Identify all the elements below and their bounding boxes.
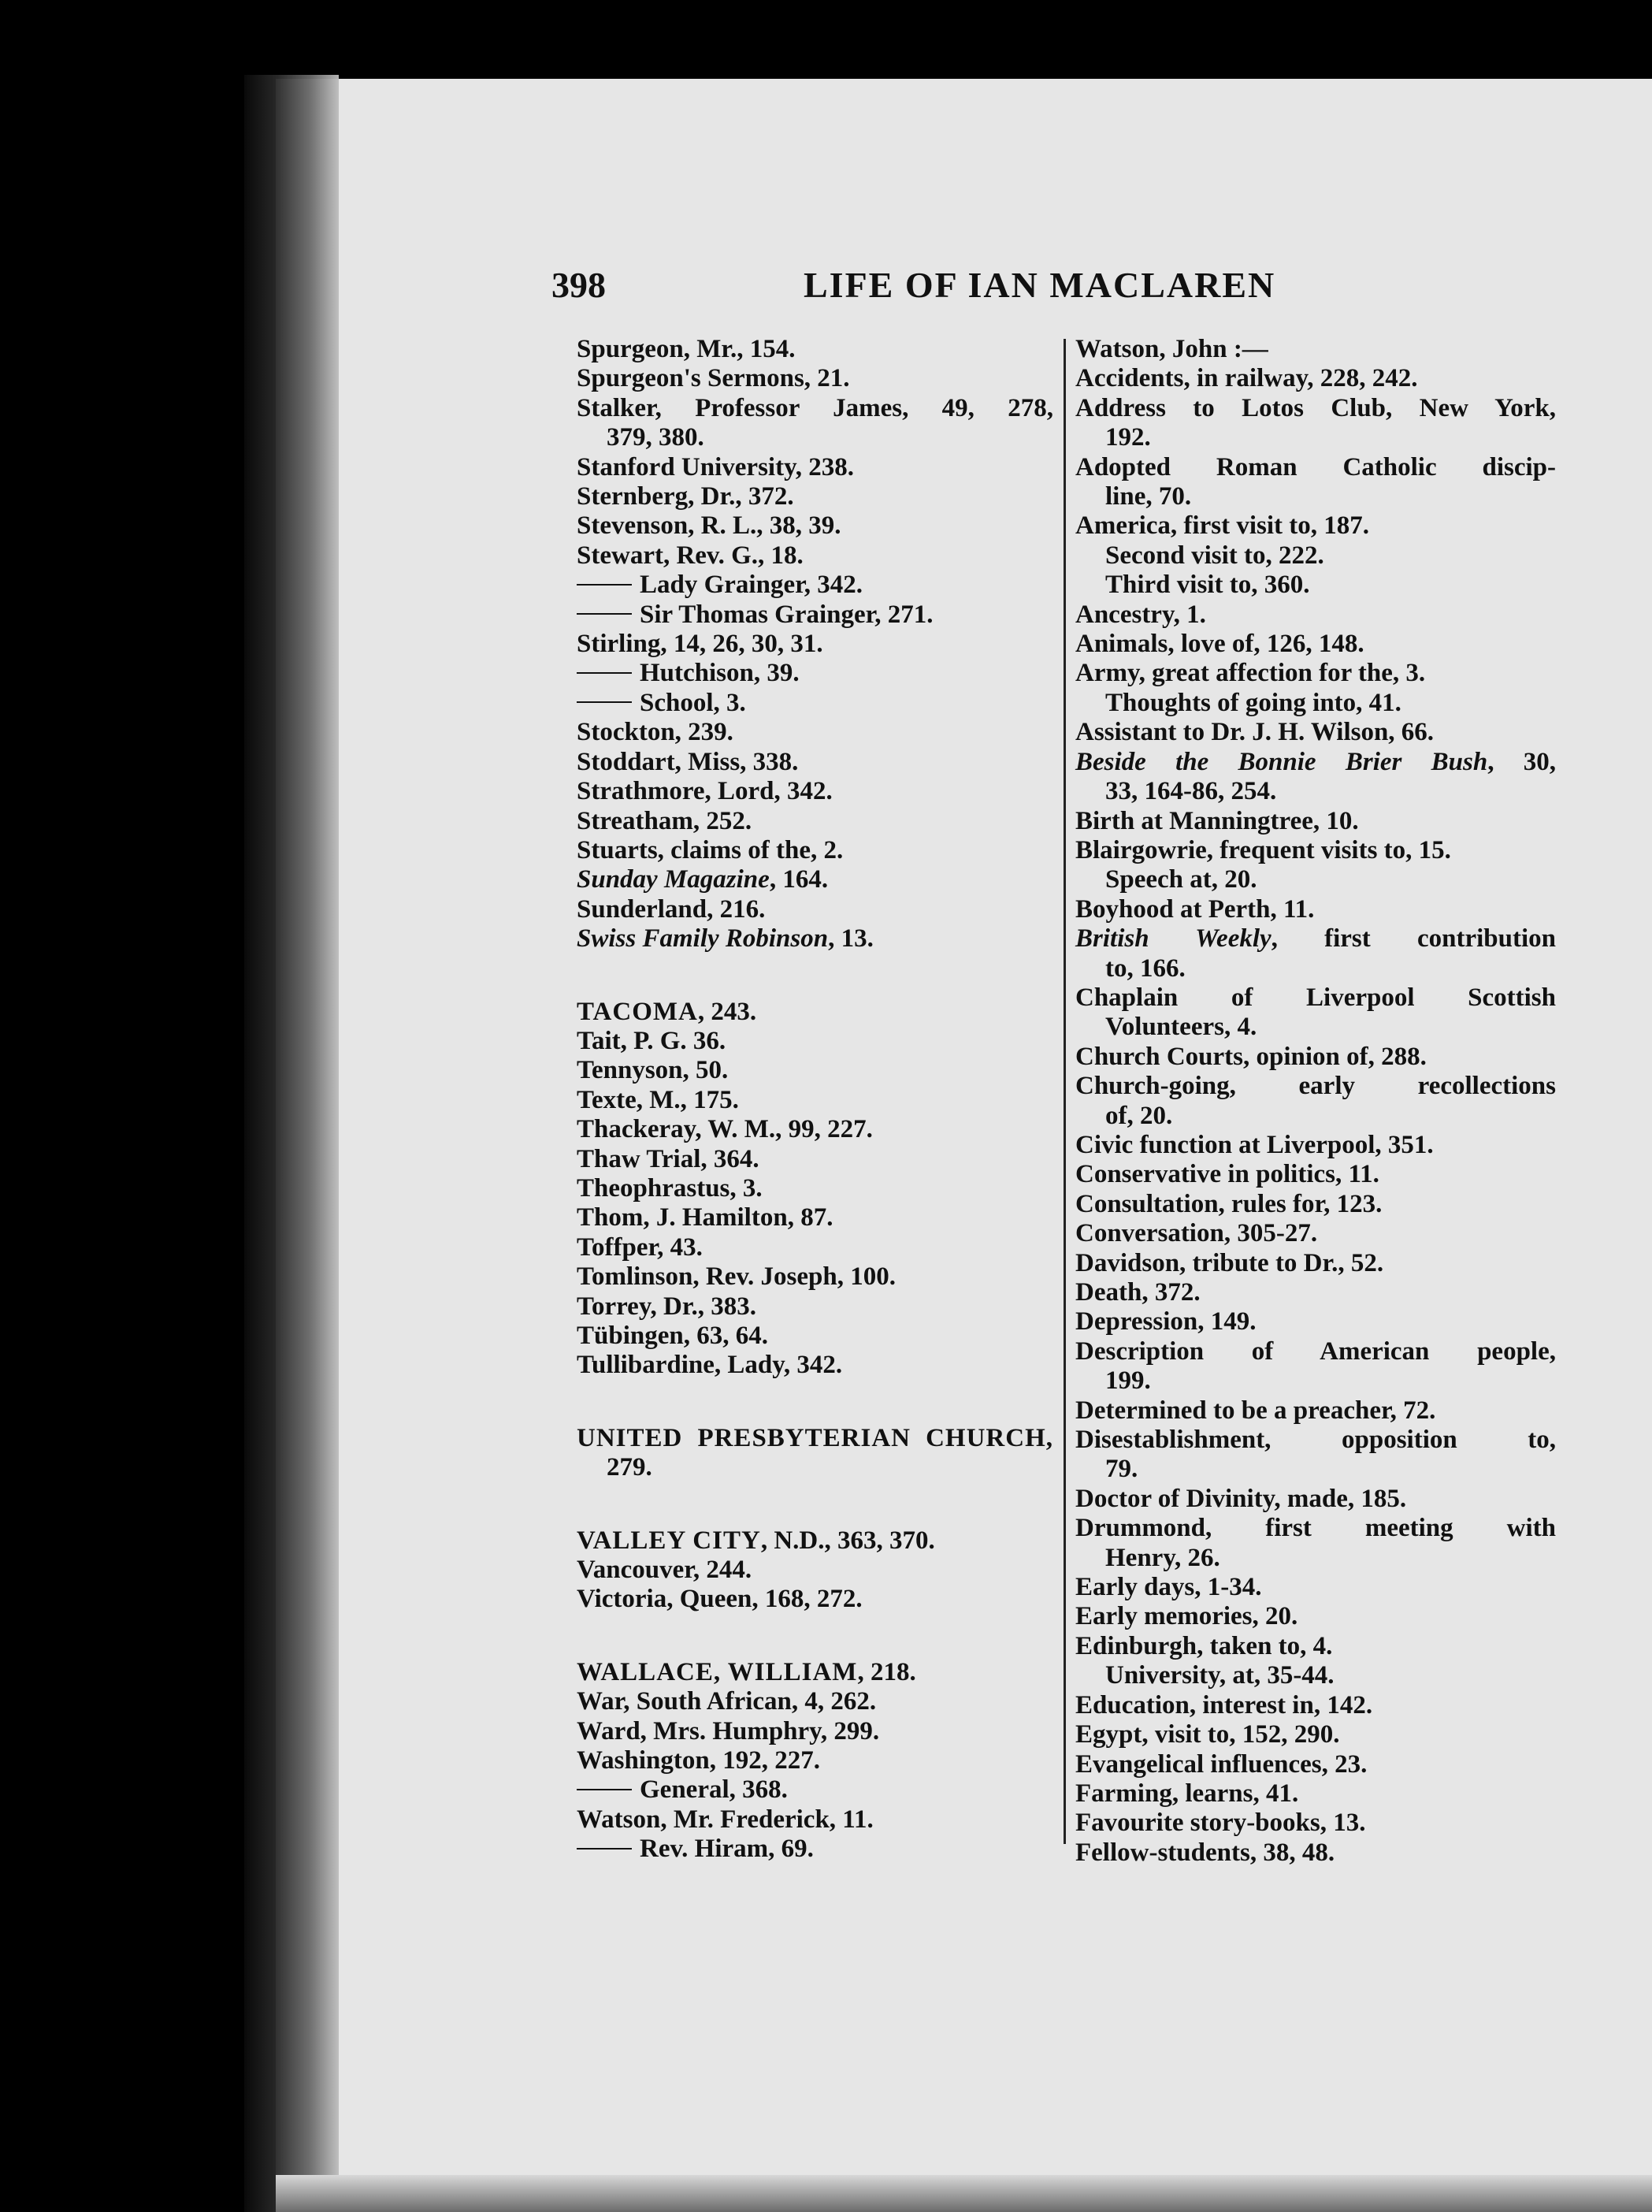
index-column-left (577, 335, 1053, 1864)
index-entry-text: Conservative in politics, 11. (1075, 1160, 1379, 1189)
index-entry (577, 1658, 1053, 1687)
index-entry-text: Speech at, 20. (1105, 865, 1257, 894)
index-entry (1075, 1779, 1556, 1809)
index-entry-text: Stockton, 239. (577, 718, 733, 747)
index-entry (577, 1027, 1053, 1056)
index-entry (577, 1805, 1053, 1835)
index-entry-text: America, first visit to, 187. (1075, 511, 1369, 541)
index-entry-text: Rev. Hiram, 69. (640, 1835, 814, 1864)
index-entry (1075, 1691, 1556, 1720)
index-entry (1075, 1573, 1556, 1602)
index-entry (1075, 335, 1556, 364)
index-entry-text: Watson, Mr. Frederick, 11. (577, 1805, 874, 1834)
index-column-right (1075, 335, 1556, 1868)
index-entry-text: Edinburgh, taken to, 4. (1075, 1631, 1333, 1660)
index-entry-text: 79. (1105, 1455, 1138, 1484)
index-entry (577, 807, 1053, 836)
index-entry (577, 1717, 1053, 1746)
index-entry-text: UNITED PRESBYTERIAN CHURCH, (577, 1423, 1053, 1452)
index-entry (577, 423, 1053, 452)
ditto-dash (577, 584, 632, 586)
index-entry-text: Tübingen, 63, 64. (577, 1322, 768, 1350)
index-entry (577, 1203, 1053, 1232)
index-entry-text: Thoughts of going into, 41. (1105, 688, 1401, 717)
index-entry-text: Civic function at Liverpool, 351. (1075, 1130, 1434, 1159)
index-entry-text: Early days, 1-34. (1075, 1573, 1262, 1602)
index-entry (1075, 1013, 1556, 1042)
index-entry-text: Evangelical influences, 23. (1075, 1749, 1368, 1779)
index-entry-text: Address to Lotos Club, New York, (1075, 393, 1556, 422)
index-entry (577, 659, 1053, 688)
index-entry-text: Education, interest in, 142. (1075, 1690, 1373, 1719)
index-entry-text: Blairgowrie, frequent visits to, 15. (1075, 835, 1451, 864)
index-entry (1075, 1602, 1556, 1631)
index-entry-text: Stalker, Professor James, 49, 278, (577, 393, 1053, 422)
index-entry (577, 1687, 1053, 1716)
index-entry-text: Second visit to, 222. (1105, 541, 1324, 570)
index-entry-text: Vancouver, 244. (577, 1556, 752, 1585)
index-entry-text: Tullibardine, Lady, 342. (577, 1351, 843, 1380)
index-entry-text: 199. (1105, 1366, 1151, 1396)
index-entry (577, 1262, 1053, 1292)
index-entry (577, 1292, 1053, 1322)
index-entry (1075, 1485, 1556, 1514)
index-entry (577, 335, 1053, 364)
index-entry (577, 1322, 1053, 1351)
index-entry-text: Toffper, 43. (577, 1232, 703, 1262)
index-entry-pages: , first contribution (1271, 924, 1556, 954)
index-entry-text: Lady Grainger, 342. (640, 571, 863, 600)
index-entry (1075, 1219, 1556, 1248)
index-entry-text: Theophrastus, 3. (577, 1173, 763, 1203)
index-entry-text: 379, 380. (607, 423, 704, 452)
index-entry (1075, 511, 1556, 541)
index-section-gap (577, 1381, 1053, 1424)
index-entry-pages: , 243. (697, 997, 757, 1026)
index-entry-text: Adopted Roman Catholic discip- (1075, 452, 1556, 481)
index-entry-text: Sir Thomas Grainger, 271. (640, 600, 934, 629)
index-entry-text: Stanford University, 238. (577, 452, 855, 481)
index-entry-text: Ancestry, 1. (1075, 600, 1206, 629)
index-entry-text: Stirling, 14, 26, 30, 31. (577, 630, 823, 659)
index-entry (1075, 1043, 1556, 1072)
index-entry (1075, 777, 1556, 806)
index-entry (577, 394, 1053, 423)
index-entry-text: Sunderland, 216. (577, 894, 766, 924)
index-entry-text: Stuarts, claims of the, 2. (577, 835, 844, 864)
index-entry-text: Beside the Bonnie Brier Bush (1075, 747, 1488, 776)
index-entry-text: Drummond, first meeting with (1075, 1514, 1556, 1543)
ditto-dash (577, 701, 632, 703)
index-entry-text: Early memories, 20. (1075, 1602, 1298, 1631)
index-entry (577, 777, 1053, 806)
page-bottom-edge (276, 2175, 1652, 2212)
index-entry (577, 1233, 1053, 1262)
index-entry-text: Farming, learns, 41. (1075, 1779, 1299, 1808)
index-entry (577, 1174, 1053, 1203)
index-entry (577, 541, 1053, 571)
index-entry (1075, 1514, 1556, 1543)
index-entry-text: Fellow-students, 38, 48. (1075, 1838, 1335, 1867)
index-entry (1075, 1455, 1556, 1484)
index-entry (1075, 1720, 1556, 1749)
index-entry (1075, 630, 1556, 659)
index-entry-text: Streatham, 252. (577, 806, 752, 835)
index-entry (1075, 1307, 1556, 1336)
index-entry (1075, 895, 1556, 924)
index-entry (577, 630, 1053, 659)
index-entry-text: Washington, 192, 227. (577, 1746, 820, 1775)
index-entry (1075, 571, 1556, 600)
index-entry (1075, 541, 1556, 571)
index-entry-text: line, 70. (1105, 482, 1192, 511)
index-entry (1075, 954, 1556, 983)
index-entry-text: Third visit to, 360. (1105, 571, 1310, 600)
index-entry (1075, 1750, 1556, 1779)
index-entry-text: Death, 372. (1075, 1278, 1201, 1307)
index-entry (577, 1585, 1053, 1614)
index-entry (577, 1453, 1053, 1482)
index-entry-text: Victoria, Queen, 168, 272. (577, 1585, 863, 1614)
index-entry (1075, 600, 1556, 630)
index-entry-text: School, 3. (640, 688, 746, 717)
index-entry-text: Thom, J. Hamilton, 87. (577, 1203, 833, 1232)
index-entry (577, 718, 1053, 747)
index-entry (577, 998, 1053, 1027)
index-entry (1075, 1278, 1556, 1307)
index-entry (1075, 423, 1556, 452)
index-entry (1075, 1102, 1556, 1131)
index-entry-text: 192. (1105, 423, 1151, 452)
index-entry-text: Hutchison, 39. (640, 659, 800, 688)
index-section-gap (577, 1615, 1053, 1658)
index-entry-text: to, 166. (1105, 954, 1186, 983)
index-entry-text: Boyhood at Perth, 11. (1075, 894, 1315, 924)
index-entry (1075, 748, 1556, 777)
index-entry-text: Depression, 149. (1075, 1307, 1257, 1336)
index-entry (577, 1746, 1053, 1775)
book-spine-shadow (244, 75, 339, 2212)
index-entry-text: Ward, Mrs. Humphry, 299. (577, 1716, 880, 1745)
index-entry-text: Sunday Magazine (577, 865, 770, 894)
index-entry-text: Church-going, early recollections (1075, 1072, 1556, 1101)
column-divider (1064, 339, 1066, 1844)
index-entry-text: Doctor of Divinity, made, 185. (1075, 1484, 1407, 1513)
index-entry-text: General, 368. (640, 1775, 788, 1805)
index-entry (577, 482, 1053, 511)
index-entry (577, 748, 1053, 777)
index-entry (1075, 1426, 1556, 1455)
page-number: 398 (551, 265, 606, 305)
ditto-dash (577, 672, 632, 674)
index-section-gap (577, 1483, 1053, 1526)
index-entry (577, 1086, 1053, 1115)
index-entry (1075, 1838, 1556, 1868)
index-entry (1075, 482, 1556, 511)
index-entry-text: Consultation, rules for, 123. (1075, 1189, 1383, 1218)
index-entry-text: Thackeray, W. M., 99, 227. (577, 1115, 873, 1144)
index-entry-text: Assistant to Dr. J. H. Wilson, 66. (1075, 718, 1435, 747)
index-entry (577, 1526, 1053, 1556)
index-entry-text: Tomlinson, Rev. Joseph, 100. (577, 1262, 896, 1292)
index-entry (1075, 865, 1556, 894)
index-entry (577, 689, 1053, 718)
index-entry-text: 279. (607, 1453, 652, 1482)
index-entry (1075, 1366, 1556, 1396)
index-entry-text: Church Courts, opinion of, 288. (1075, 1042, 1427, 1071)
index-section-gap (577, 954, 1053, 998)
index-entry (1075, 1632, 1556, 1661)
index-entry (577, 1775, 1053, 1805)
index-entry (577, 364, 1053, 393)
index-entry (1075, 1661, 1556, 1690)
index-entry (1075, 1072, 1556, 1101)
index-entry (577, 924, 1053, 954)
index-entry (577, 1115, 1053, 1144)
index-entry-text: of, 20. (1105, 1101, 1173, 1130)
index-entry-text: Army, great affection for the, 3. (1075, 659, 1426, 688)
index-entry-pages: , 164. (769, 865, 829, 894)
index-entry-text: Stevenson, R. L., 38, 39. (577, 511, 841, 541)
index-entry-text: Spurgeon's Sermons, 21. (577, 364, 850, 393)
index-entry-text: Sternberg, Dr., 372. (577, 482, 794, 511)
index-entry-text: Swiss Family Robinson (577, 924, 829, 954)
index-entry-text: Animals, love of, 126, 148. (1075, 630, 1364, 659)
index-entry-text: Texte, M., 175. (577, 1085, 739, 1114)
index-entry (1075, 1131, 1556, 1160)
index-entry-text: Tennyson, 50. (577, 1056, 729, 1085)
index-entry-text: Disestablishment, opposition to, (1075, 1426, 1556, 1455)
index-entry (1075, 659, 1556, 688)
index-entry (1075, 394, 1556, 423)
index-entry-text: British Weekly (1075, 924, 1271, 954)
index-entry-text: Tait, P. G. 36. (577, 1026, 726, 1055)
index-entry-text: Watson, John :— (1075, 335, 1268, 363)
index-entry (577, 600, 1053, 630)
index-entry-text: Determined to be a preacher, 72. (1075, 1396, 1436, 1425)
index-entry-text: Conversation, 305-27. (1075, 1219, 1318, 1248)
index-entry (577, 1424, 1053, 1453)
index-entry-text: Henry, 26. (1105, 1543, 1220, 1572)
index-entry-text: Birth at Manningtree, 10. (1075, 806, 1359, 835)
index-entry-text: University, at, 35-44. (1105, 1661, 1335, 1690)
index-entry (1075, 836, 1556, 865)
ditto-dash (577, 1789, 632, 1790)
index-entry-text: Description of American people, (1075, 1336, 1556, 1366)
index-entry (1075, 1337, 1556, 1366)
index-entry-text: Thaw Trial, 364. (577, 1144, 759, 1173)
index-entry (577, 865, 1053, 894)
index-entry (577, 1145, 1053, 1174)
index-entry (577, 1056, 1053, 1085)
index-entry (1075, 807, 1556, 836)
index-entry (1075, 718, 1556, 747)
index-entry-text: TACOMA (577, 997, 698, 1026)
index-entry (577, 453, 1053, 482)
index-entry (577, 836, 1053, 865)
index-entry (1075, 1160, 1556, 1189)
running-title: LIFE OF IAN MACLAREN (804, 265, 1276, 305)
index-entry (1075, 1544, 1556, 1573)
index-entry-text: Torrey, Dr., 383. (577, 1292, 756, 1321)
index-entry-pages: , N.D., 363, 370. (760, 1526, 935, 1555)
index-entry-text: Stewart, Rev. G., 18. (577, 541, 804, 570)
index-entry-text: Chaplain of Liverpool Scottish (1075, 983, 1556, 1012)
index-entry (577, 895, 1053, 924)
index-entry-pages: , 13. (828, 924, 874, 954)
ditto-dash (577, 1848, 632, 1850)
index-entry-text: VALLEY CITY (577, 1526, 761, 1555)
index-entry-text: Volunteers, 4. (1105, 1013, 1257, 1042)
index-entry-pages: , 218. (857, 1657, 916, 1686)
index-entry (577, 1835, 1053, 1864)
index-entry-text: Stoddart, Miss, 338. (577, 747, 799, 776)
index-entry (1075, 983, 1556, 1013)
index-entry-text: Egypt, visit to, 152, 290. (1075, 1720, 1340, 1749)
index-entry-text: Davidson, tribute to Dr., 52. (1075, 1248, 1384, 1277)
index-entry (577, 571, 1053, 600)
index-entry-text: 33, 164-86, 254. (1105, 777, 1277, 806)
index-entry (1075, 453, 1556, 482)
index-entry-text: Spurgeon, Mr., 154. (577, 335, 796, 363)
index-entry (1075, 1249, 1556, 1278)
index-entry (1075, 1190, 1556, 1219)
index-entry (1075, 364, 1556, 393)
index-entry-text: Accidents, in railway, 228, 242. (1075, 364, 1418, 393)
index-entry-text: Strathmore, Lord, 342. (577, 777, 833, 806)
index-entry-pages: , 30, (1487, 747, 1556, 776)
ditto-dash (577, 613, 632, 615)
index-entry (1075, 1396, 1556, 1426)
index-entry (577, 1556, 1053, 1585)
index-entry (577, 1351, 1053, 1380)
index-entry-text: Favourite story-books, 13. (1075, 1809, 1366, 1838)
index-entry (1075, 924, 1556, 954)
index-entry-text: War, South African, 4, 262. (577, 1687, 877, 1716)
index-entry-text: WALLACE, WILLIAM (577, 1657, 858, 1686)
index-entry (1075, 1809, 1556, 1838)
page-header (551, 264, 1576, 319)
index-entry (1075, 689, 1556, 718)
index-entry (577, 511, 1053, 541)
